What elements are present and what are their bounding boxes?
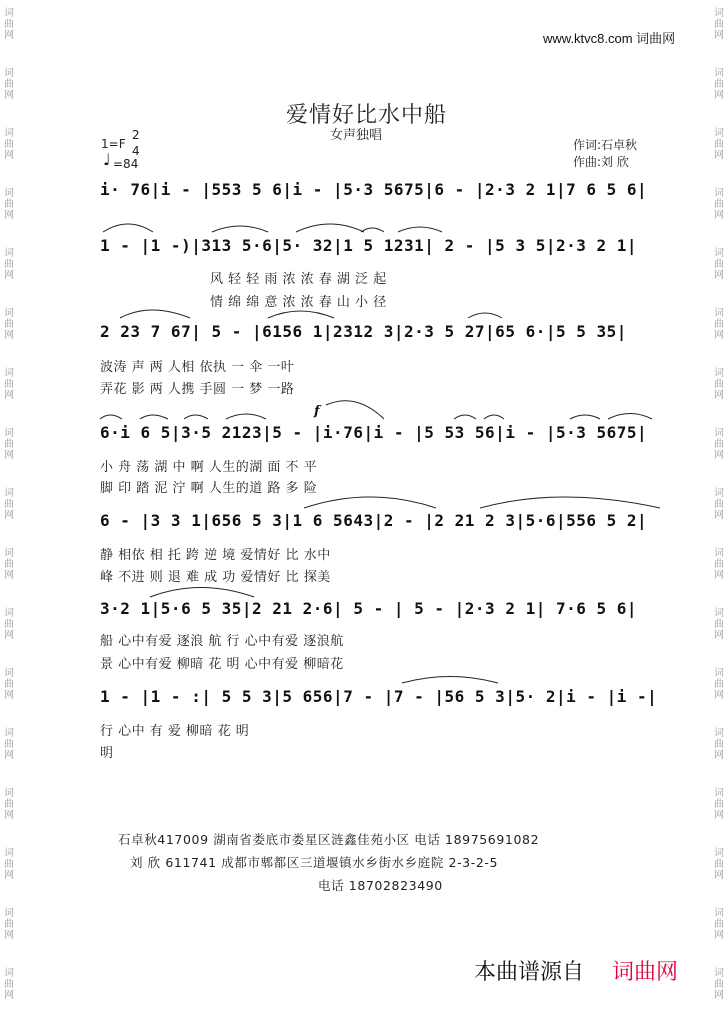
watermark-mark: 词曲网 — [4, 8, 14, 41]
watermark-mark: 词曲网 — [4, 608, 14, 641]
notation-row-6: 3·2 1|5·6 5 35|2 21 2·6| 5 - | 5 - |2·3 2 1| 7·6 5 6| — [100, 599, 638, 618]
watermark-mark: 词曲网 — [714, 428, 724, 461]
lyric-row-3-verse-1: 波涛 声 两 人相 依执 一 伞 一叶 — [100, 360, 295, 375]
watermark-mark: 词曲网 — [4, 788, 14, 821]
notation-row-1: i· 76|i - |553 5 6|i - |5·3 5675|6 - |2·3 2 1|7 6 5 6| — [100, 180, 648, 199]
lyric-row-6-verse-1: 船 心中有爱 逐浪 航 行 心中有爱 逐浪航 — [100, 634, 344, 649]
site-link[interactable]: 词曲网 — [612, 960, 679, 985]
watermark-mark: 词曲网 — [714, 788, 724, 821]
watermark-mark: 词曲网 — [4, 908, 14, 941]
watermark-mark: 词曲网 — [4, 68, 14, 101]
time-signature-bottom: 4 — [132, 144, 140, 158]
watermark-mark: 词曲网 — [4, 848, 14, 881]
lyric-row-5-verse-1: 静 相依 相 托 跨 逆 境 爱情好 比 水中 — [100, 548, 331, 563]
lyric-row-4-verse-2: 脚 印 踏 泥 泞 啊 人生的道 路 多 险 — [100, 481, 318, 496]
lyric-row-2-verse-1: 风 轻 轻 雨 浓 浓 春 湖 泛 起 — [210, 272, 387, 287]
tempo-marking: =84 — [113, 157, 139, 171]
watermark-mark: 词曲网 — [714, 188, 724, 221]
watermark-mark: 词曲网 — [4, 128, 14, 161]
watermark-mark: 词曲网 — [714, 728, 724, 761]
watermark-mark: 词曲网 — [714, 128, 724, 161]
watermark-mark: 词曲网 — [4, 368, 14, 401]
lyricist-credit: 作词:石卓秋 — [573, 138, 638, 152]
watermark-mark: 词曲网 — [714, 668, 724, 701]
lyric-row-6-verse-2: 景 心中有爱 柳暗 花 明 心中有爱 柳暗花 — [100, 657, 344, 672]
watermark-mark: 词曲网 — [714, 968, 724, 1001]
contact-line-composer: 刘 欣 611741 成都市郫都区三道堰镇水乡街水乡庭院 2-3-2-5 — [130, 855, 499, 870]
watermark-mark: 词曲网 — [4, 428, 14, 461]
watermark-mark: 词曲网 — [714, 548, 724, 581]
watermark-mark: 词曲网 — [4, 308, 14, 341]
watermark-mark: 词曲网 — [4, 668, 14, 701]
contact-line-phone: 电话 18702823490 — [318, 878, 443, 893]
watermark-mark: 词曲网 — [4, 248, 14, 281]
contact-line-lyricist: 石卓秋417009 湖南省娄底市娄星区涟鑫佳苑小区 电话 18975691082 — [118, 832, 540, 847]
svg-text:f: f — [314, 404, 320, 419]
watermark-mark: 词曲网 — [714, 608, 724, 641]
watermark-mark: 词曲网 — [714, 908, 724, 941]
watermark-mark: 词曲网 — [4, 728, 14, 761]
watermark-mark: 词曲网 — [714, 8, 724, 41]
song-title: 爱情好比水中船 — [286, 103, 448, 128]
notation-row-7: 1 - |1 - :| 5 5 3|5 656|7 - |7 - |56 5 3|5· 2|i - |i -| — [100, 687, 658, 706]
lyric-row-5-verse-2: 峰 不进 则 退 难 成 功 爱情好 比 探美 — [100, 570, 331, 585]
lyric-row-7-verse-1: 行 心中 有 爱 柳暗 花 明 — [100, 724, 250, 739]
song-subtitle: 女声独唱 — [330, 128, 383, 143]
watermark-mark: 词曲网 — [714, 848, 724, 881]
quarter-note-icon: ♩ — [103, 150, 111, 169]
time-signature-top: 2 — [132, 128, 140, 142]
watermark-mark: 词曲网 — [4, 548, 14, 581]
watermark-mark: 词曲网 — [714, 68, 724, 101]
lyric-row-7-verse-2: 明 — [100, 746, 114, 761]
notation-row-3: 2 23 7 67| 5 - |6156 1|2312 3|2·3 5 27|65 6·|5 5 35| — [100, 322, 627, 341]
lyric-row-3-verse-2: 弄花 影 两 人携 手圆 一 梦 一路 — [100, 382, 295, 397]
lyric-row-4-verse-1: 小 舟 荡 湖 中 啊 人生的湖 面 不 平 — [100, 460, 318, 475]
source-credit: 本曲谱源自 — [474, 960, 585, 985]
watermark-mark: 词曲网 — [714, 308, 724, 341]
lyric-row-2-verse-2: 情 绵 绵 意 浓 浓 春 山 小 径 — [210, 295, 387, 310]
watermark-mark: 词曲网 — [4, 968, 14, 1001]
watermark-mark: 词曲网 — [714, 248, 724, 281]
notation-row-5: 6 - |3 3 1|656 5 3|1 6 5643|2 - |2 21 2 3|5·6|556 5 2| — [100, 511, 648, 530]
watermark-mark: 词曲网 — [4, 488, 14, 521]
watermark-mark: 词曲网 — [714, 488, 724, 521]
notation-row-4: 6·i 6 5|3·5 2123|5 - |i·76|i - |5 53 56|i - |5·3 5675| — [100, 423, 648, 442]
watermark-mark: 词曲网 — [4, 188, 14, 221]
composer-credit: 作曲:刘 欣 — [573, 155, 629, 169]
notation-row-2: 1 - |1 -)|313 5·6|5· 32|1 5 1231| 2 - |5 3 5|2·3 2 1| — [100, 236, 638, 255]
key-signature: 1=F — [101, 137, 126, 151]
watermark-mark: 词曲网 — [714, 368, 724, 401]
header-url[interactable]: www.ktvc8.com 词曲网 — [543, 31, 676, 46]
